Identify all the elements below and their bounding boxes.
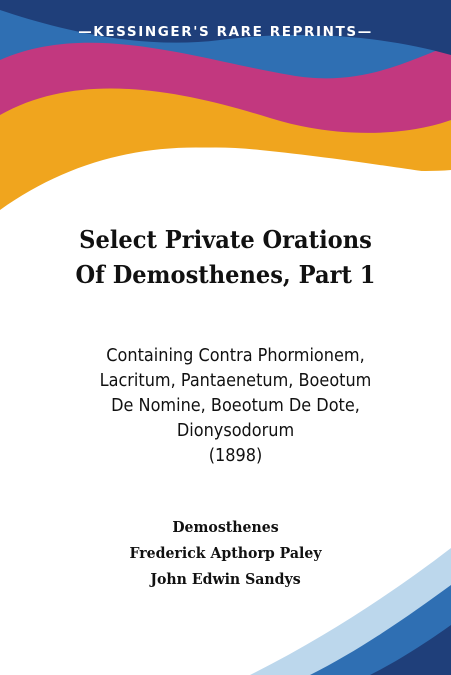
subtitle-line: Containing Contra Phormionem,	[106, 346, 365, 366]
subtitle-line: De Nomine, Boeotum De Dote,	[111, 396, 360, 416]
subtitle-line: Lacritum, Pantaenetum, Boeotum	[99, 371, 372, 391]
author-name: Demosthenes	[172, 518, 279, 536]
publisher-banner: —KESSINGER'S RARE REPRINTS—	[78, 24, 373, 40]
author-name: Frederick Apthorp Paley	[129, 544, 322, 562]
subtitle-year: (1898)	[208, 446, 263, 466]
author-name: John Edwin Sandys	[150, 570, 301, 588]
title-line-1: Select Private Orations	[79, 225, 372, 254]
book-title	[32, 222, 418, 292]
subtitle-line: Dionysodorum	[176, 421, 295, 441]
title-line-2: Of Demosthenes, Part 1	[75, 260, 376, 289]
author-list	[14, 514, 438, 592]
book-subtitle	[46, 344, 424, 469]
